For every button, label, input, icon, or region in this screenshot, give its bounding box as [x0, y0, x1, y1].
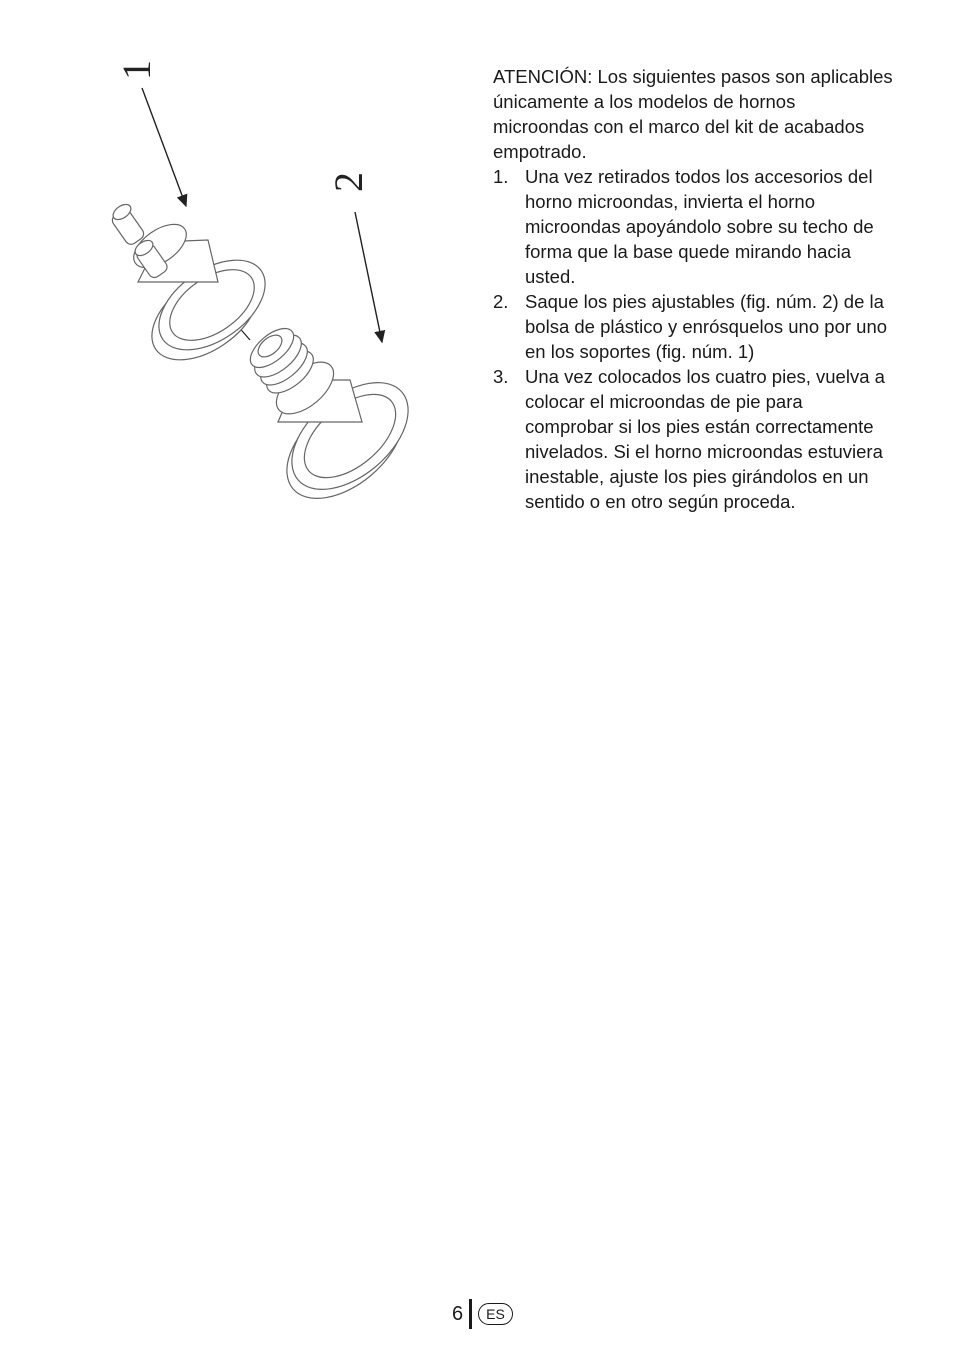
- figure-label-2: 2: [326, 172, 371, 192]
- language-badge: ES: [478, 1303, 513, 1325]
- adjustable-foot-part: [244, 321, 428, 510]
- instructions-text: [493, 64, 893, 514]
- attention-paragraph: ATENCIÓN: Los siguientes pasos son aplicables únicamente a los modelos de hornos microondas con el marco del kit de acabados empotrado.: [493, 66, 893, 162]
- assembly-figure: [100, 50, 430, 510]
- step-item: [493, 164, 893, 289]
- assembly-diagram: [100, 50, 430, 510]
- step-number: 1.: [493, 166, 509, 187]
- leader-arrow-2: [355, 212, 382, 342]
- leader-arrow-1: [142, 88, 186, 206]
- step-text: Una vez colocados los cuatro pies, vuelva a colocar el microondas de pie para comprobar si los pies están correctamente nivelados. Si el horno microondas estuviera inestable, ajuste los pies girándolos en un sentido o en otro según proceda.: [525, 366, 885, 512]
- steps-list: [493, 164, 893, 514]
- step-text: Una vez retirados todos los accesorios del horno microondas, invierta el horno microondas apoyándolo sobre su techo de forma que la base quede mirando hacia usted.: [525, 166, 874, 287]
- figure-label-1: 1: [114, 60, 159, 80]
- step-number: 2.: [493, 291, 509, 312]
- page-number: 6: [452, 1303, 464, 1325]
- step-item: [493, 364, 893, 514]
- step-text: Saque los pies ajustables (fig. núm. 2) de la bolsa de plástico y enrósquelos uno por uno en los soportes (fig. núm. 1): [525, 291, 888, 362]
- page-footer: [452, 1298, 513, 1330]
- footer-divider: [469, 1299, 472, 1329]
- step-item: [493, 289, 893, 364]
- step-number: 3.: [493, 366, 509, 387]
